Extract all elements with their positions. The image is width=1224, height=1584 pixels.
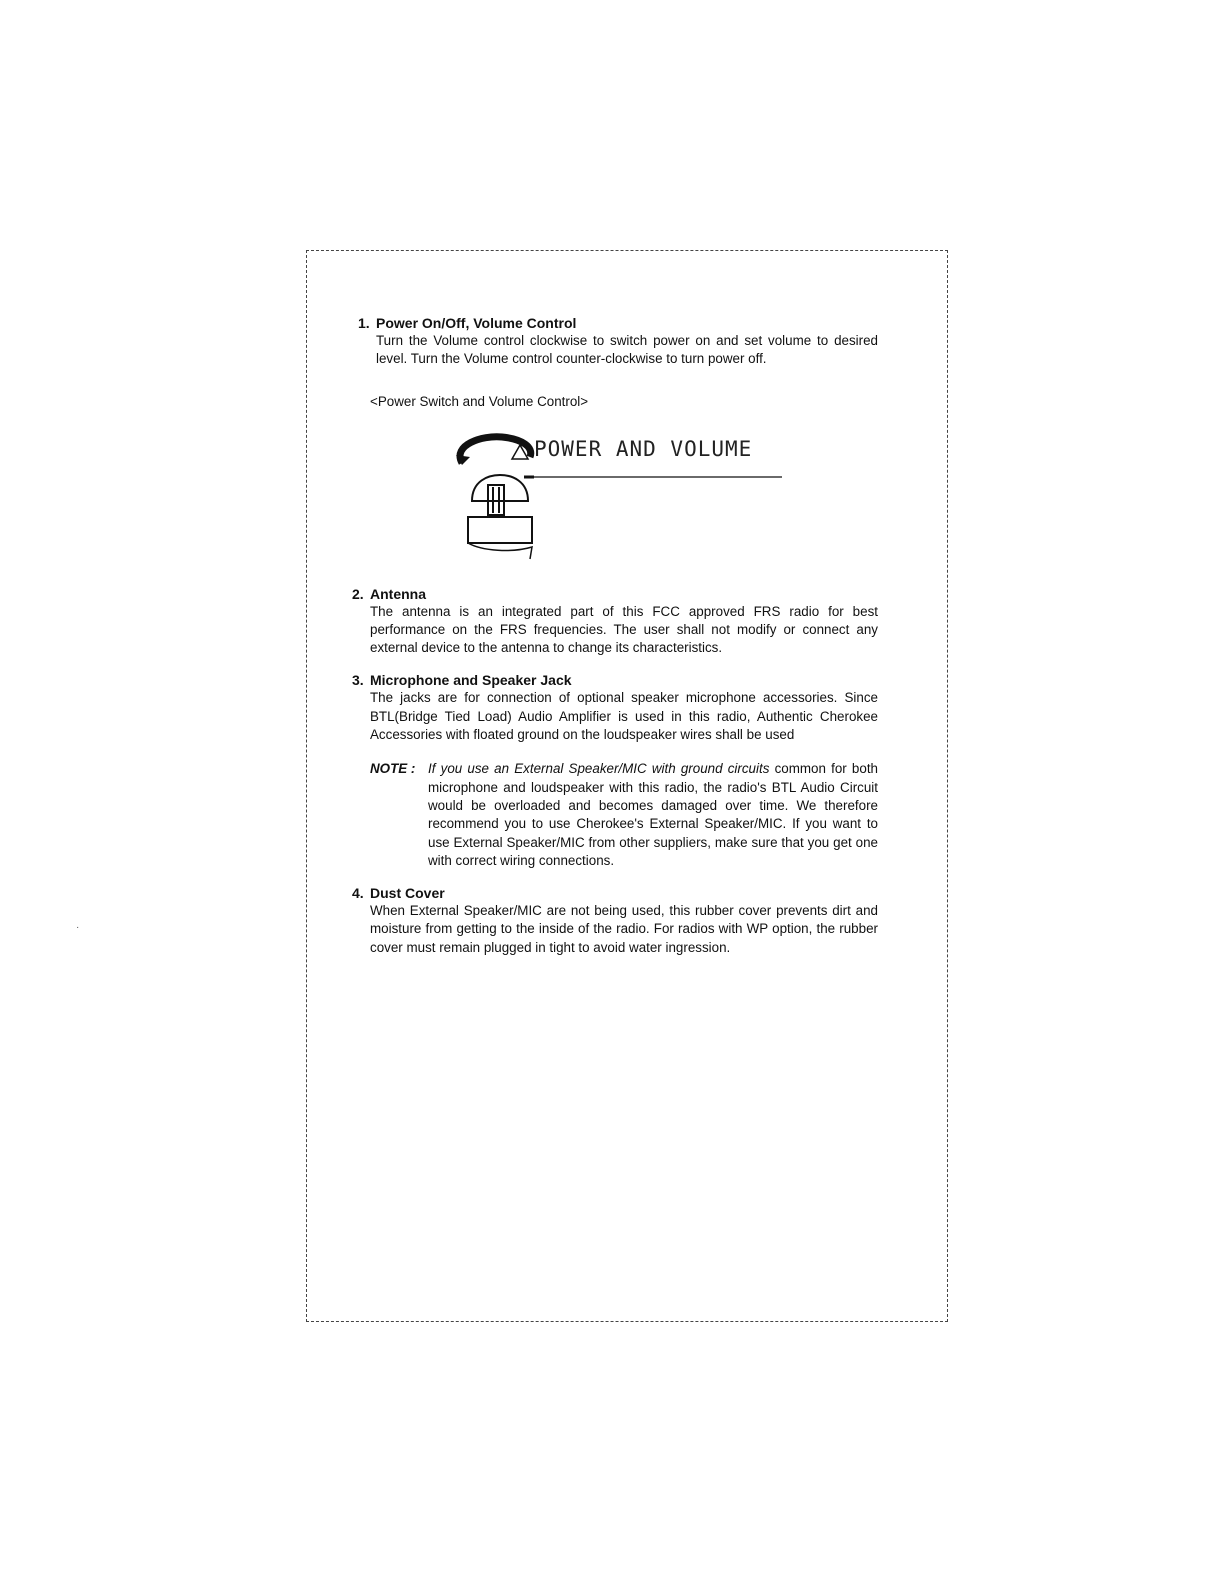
note-body: common for both microphone and loudspeaker with this radio, the radio's BTL Audio Circuit would be overloaded and becomes damaged over time. We therefore recommend you to use Cherokee's External Speaker/MIC. If you want to use External Speaker/MIC from other suppliers, make sure that you get one with correct wiring connections. xyxy=(428,761,878,868)
section-body: The jacks are for connection of optional speaker microphone accessories. Since BTL(Bridge Tied Load) Audio Amplifier is used in this radio, Authentic Cherokee Accessories with floated ground on the loudspeaker wires shall be used xyxy=(370,690,878,743)
section-number: 1. xyxy=(358,315,370,331)
section-body: The antenna is an integrated part of this FCC approved FRS radio for best performance on the FRS frequencies. The user shall not modify or connect any external device to the antenna to change its characteristics. xyxy=(370,603,878,656)
section-heading xyxy=(352,884,878,902)
section-heading xyxy=(352,585,878,603)
note-label: NOTE : xyxy=(370,761,416,777)
section-mic-speaker-jack xyxy=(352,671,878,744)
section-body: When External Speaker/MIC are not being used, this rubber cover prevents dirt and moisture from getting to the inside of the radio. For radios with WP option, the rubber cover must remain plugged in tight to avoid water ingression. xyxy=(370,903,878,955)
section-power-volume xyxy=(358,314,878,369)
scan-speck: · xyxy=(76,922,80,933)
note-first-words: If you use an External Speaker/MIC with ground circuits xyxy=(428,761,770,777)
figure-caption: <Power Switch and Volume Control> xyxy=(370,393,589,409)
section-title: Antenna xyxy=(370,585,426,602)
section-number: 2. xyxy=(352,585,364,602)
section-number: 3. xyxy=(352,672,364,689)
manual-page-content xyxy=(352,314,878,957)
section-heading xyxy=(358,314,878,332)
section-heading xyxy=(352,671,878,689)
section-dust-cover xyxy=(352,884,878,957)
figure-label: POWER AND VOLUME xyxy=(534,436,753,461)
power-volume-figure xyxy=(352,425,878,565)
section-number: 4. xyxy=(352,885,364,902)
section-title: Microphone and Speaker Jack xyxy=(370,672,572,689)
note-block xyxy=(370,760,878,870)
section-body: Turn the Volume control clockwise to switch power on and set volume to desired level. Turn the Volume control counter-clockwise to turn power off. xyxy=(376,333,878,367)
section-title: Power On/Off, Volume Control xyxy=(376,315,577,331)
section-title: Dust Cover xyxy=(370,885,445,902)
note-text xyxy=(428,760,878,870)
section-antenna xyxy=(352,585,878,658)
